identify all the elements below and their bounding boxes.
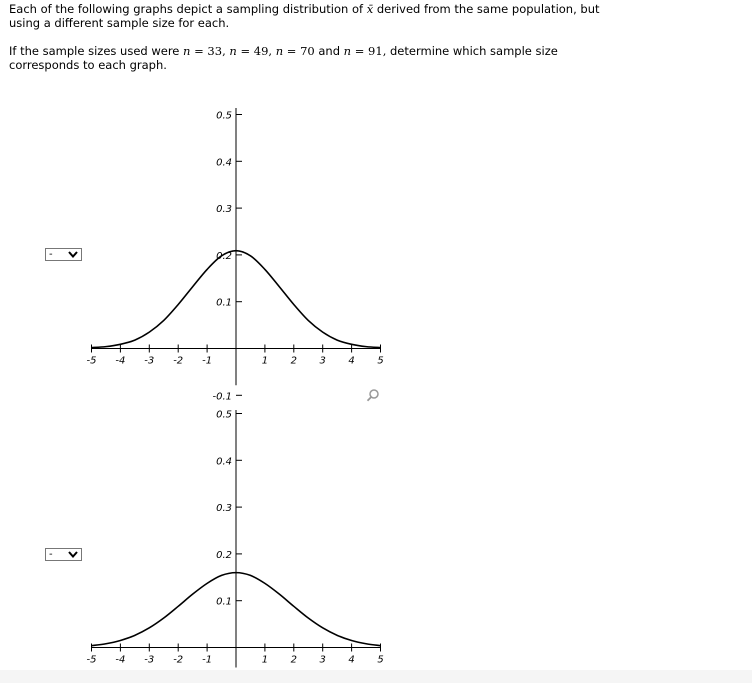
equals-sign: = [194, 44, 204, 58]
intro-text: Each of the following graphs depict a sampling distribution of [9, 2, 364, 16]
y-tick-label: 0.3 [216, 204, 232, 216]
y-tick-label: -0.1 [212, 391, 232, 403]
x-tick-label: 3 [319, 654, 326, 666]
y-tick-label: 0.5 [216, 110, 232, 122]
prompt-suffix: determine which sample size [390, 44, 558, 58]
y-tick-label: 0.5 [216, 409, 232, 421]
x-tick-label: 1 [261, 654, 269, 666]
x-tick-label: 5 [377, 654, 384, 666]
x-tick-label: 1 [261, 355, 269, 367]
n-symbol: n [183, 44, 191, 58]
y-tick-label: 0.2 [216, 549, 232, 561]
intro-text-line2: using a different sample size for each. [9, 16, 230, 30]
x-tick-label: -3 [144, 654, 155, 666]
equals-sign: = [354, 44, 365, 58]
sample-size-1: 33 [207, 44, 223, 58]
xbar-symbol: x̄ [366, 2, 374, 16]
x-tick-label: -4 [115, 355, 126, 367]
y-tick-label: 0.2 [216, 250, 232, 262]
comma: , [382, 44, 387, 58]
footer-band [0, 670, 752, 683]
x-tick-label: -2 [173, 654, 184, 666]
y-tick-label: 0.1 [216, 596, 232, 608]
sample-size-3: 70 [300, 44, 315, 58]
n-symbol: n [229, 44, 237, 58]
x-tick-label: 4 [348, 654, 355, 666]
sample-size-2: 49 [253, 44, 269, 58]
comma: , [222, 44, 226, 58]
x-tick-label: -5 [86, 654, 97, 666]
intro-text-end: derived from the same population, but [376, 2, 600, 16]
y-tick-label: 0.4 [216, 157, 232, 169]
x-tick-label: 2 [290, 355, 297, 367]
x-tick-label: -1 [202, 654, 213, 666]
x-tick-label: 2 [290, 654, 297, 666]
x-tick-label: -3 [144, 355, 155, 367]
x-tick-label: -5 [86, 355, 97, 367]
dropdown-value: - [49, 549, 53, 560]
dropdown-value: - [49, 249, 53, 260]
y-tick-label: 0.4 [216, 456, 232, 468]
and-text: and [318, 44, 341, 58]
y-tick-label: 0.3 [216, 503, 232, 515]
x-tick-label: 3 [319, 355, 326, 367]
x-tick-label: 4 [348, 355, 355, 367]
graph-2-axes [92, 410, 384, 668]
equals-sign: = [240, 44, 251, 58]
x-tick-label: 5 [377, 355, 384, 367]
equals-sign: = [286, 44, 297, 58]
graph-2-ticks [87, 410, 384, 666]
x-tick-label: -4 [115, 654, 126, 666]
x-tick-label: -2 [173, 355, 184, 367]
x-tick-label: -1 [202, 355, 213, 367]
prompt-line2: corresponds to each graph. [9, 58, 167, 72]
y-tick-label: 0.1 [216, 297, 232, 309]
sample-size-4: 91 [368, 44, 383, 58]
n-symbol: n [275, 44, 284, 58]
comma: , [268, 44, 273, 58]
prompt-prefix: If the sample sizes used were [9, 44, 180, 58]
n-symbol: n [343, 44, 352, 58]
